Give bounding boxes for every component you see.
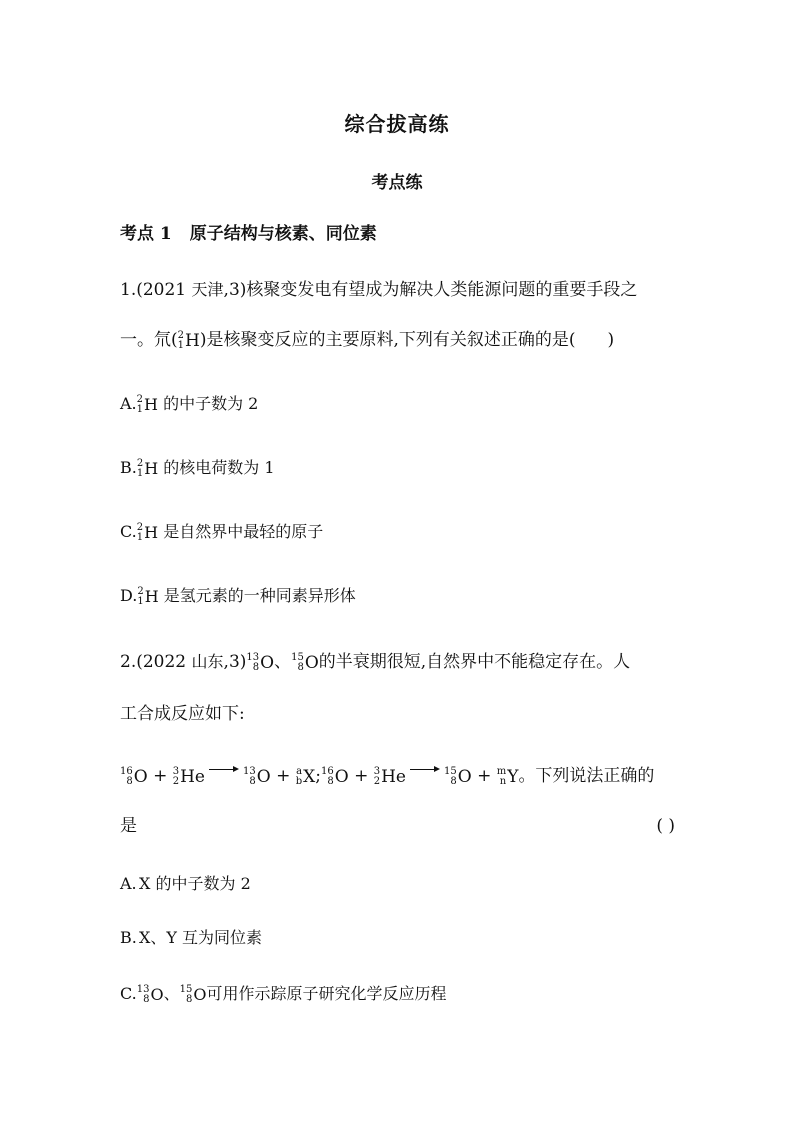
question-2-option-b-text: X、Y 互为同位素	[139, 928, 263, 947]
question-2-equations: 16 8 O + 3 2 He 13 8 O + a b X ; 16 8 O + 3 2 He 15 8 O + m n Y 。下列说法正确的	[120, 765, 655, 787]
question-2-option-b[interactable]: B.	[120, 928, 137, 947]
question-2-option-a[interactable]: A.	[120, 874, 137, 893]
question-2-line-1: 2.(2022 山东,3) 13 8 O 、 15 8 O 的半衰期很短,自然界中不能稳定存在。人	[120, 651, 631, 673]
question-2-source: 山东	[191, 652, 224, 671]
question-1-source: 天津	[191, 280, 224, 299]
answer-parentheses: ( )	[656, 816, 675, 836]
section-heading	[120, 219, 377, 244]
nuclide-o15: 15 8 O	[291, 651, 319, 673]
page-subtitle: 考点练	[371, 173, 423, 193]
reaction-arrow-icon	[410, 765, 440, 775]
question-2-line-2: 工合成反应如下:	[120, 704, 245, 724]
section-number: 考点 1	[120, 224, 172, 244]
question-1-line-2: 一。氘( 2 1 H )是核聚变反应的主要原料,下列有关叙述正确的是( )	[120, 329, 615, 351]
page-title: 综合拔高练	[344, 112, 450, 136]
question-2-option-c[interactable]: C. 13 8 O 、 15 8 O 可用作示踪原子研究化学反应历程	[120, 983, 447, 1005]
reaction-arrow-icon	[209, 765, 239, 775]
question-1-line-1: 1.(2021 天津,3)核聚变发电有望成为解决人类能源问题的重要手段之	[120, 280, 638, 300]
nuclide-o13: 13 8 O	[246, 651, 275, 673]
question-1-option-a[interactable]: A. 2 1 H 的中子数为 2	[120, 393, 259, 415]
question-1-option-d[interactable]: D. 2 1 H 是氢元素的一种同素异形体	[120, 585, 356, 607]
nuclide-h2: 2 1 H	[177, 329, 200, 351]
question-2-line-4: 是 ( )	[120, 816, 675, 836]
section-name: 原子结构与核素、同位素	[189, 224, 377, 244]
question-2-option-a-text: X 的中子数为 2	[139, 874, 251, 893]
question-1-option-c[interactable]: C. 2 1 H 是自然界中最轻的原子	[120, 521, 324, 543]
question-1-option-b[interactable]: B. 2 1 H 的核电荷数为 1	[120, 457, 275, 479]
